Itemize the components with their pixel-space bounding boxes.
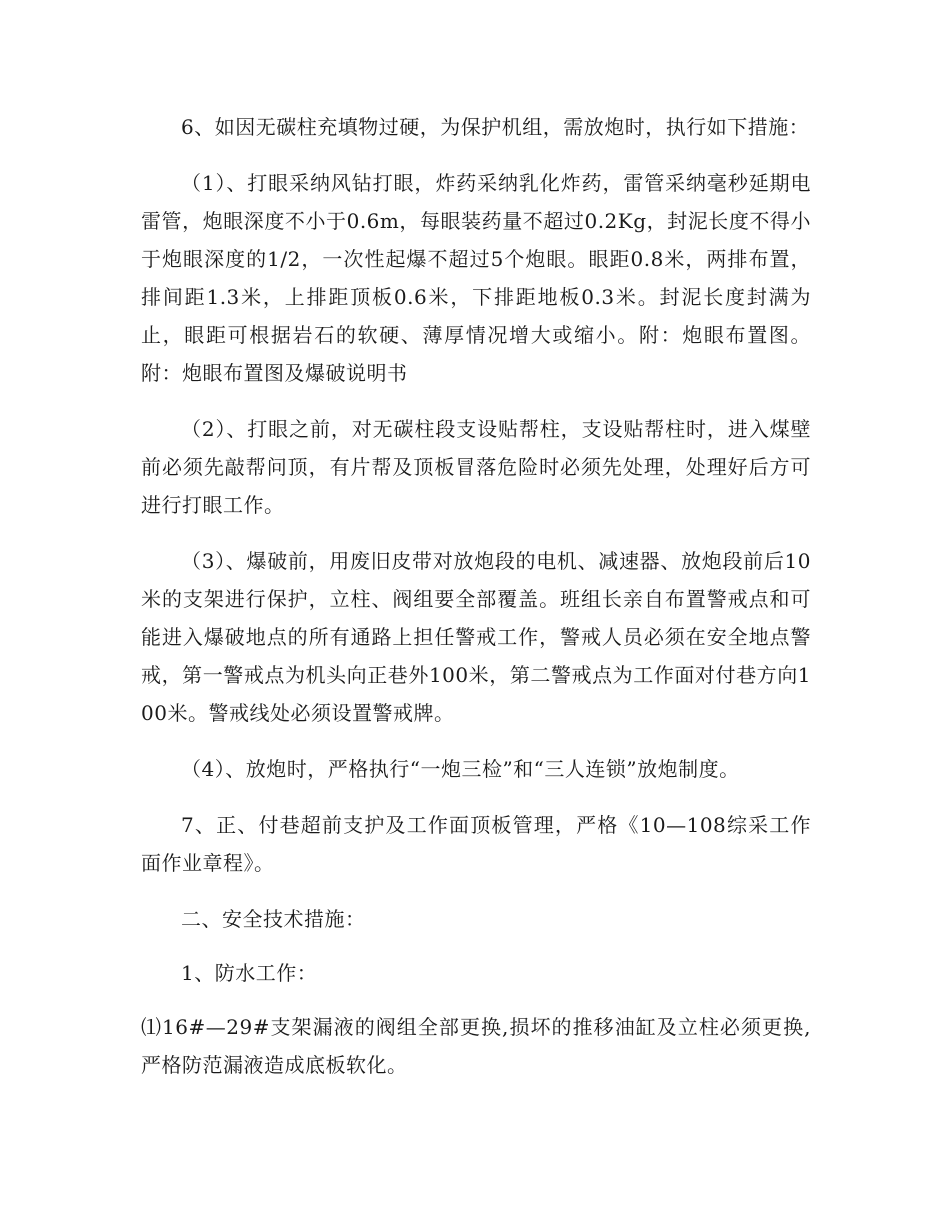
section-heading-safety-measures: 二、安全技术措施：: [181, 907, 366, 931]
paragraph-measure-6: 6、如因无碳柱充填物过硬，为保护机组，需放炮时，执行如下措施：: [181, 115, 810, 139]
paragraph-blasting-item-4: （4）、放炮时，严格执行“一炮三检”和“三人连锁”放炮制度。: [181, 757, 740, 781]
paragraph-waterproofing-heading: 1、防水工作：: [181, 961, 318, 985]
paragraph-blasting-item-1: （1）、打眼采纳风钻打眼，炸药采纳乳化炸药，雷管采纳毫秒延期电雷管，炮眼深度不小于0.6m，每眼装药量不超过0.2Kg，封泥长度不得小于炮眼深度的1/2，一次性起爆不超过5个炮眼。眼距0.8米，两排布置，排间距1.3米，上排距顶板0.6米，下排距地板0.3米。封泥长度封满为止，眼距可根据岩石的软硬、薄厚情况增大或缩小。附：炮眼布置图。附：炮眼布置图及爆破说明书: [141, 171, 811, 385]
paragraph-measure-7: 7、正、付巷超前支护及工作面顶板管理，严格《10—108综采工作面作业章程》。: [141, 813, 811, 875]
paragraph-waterproofing-item-1: ⑴16#—29#支架漏液的阀组全部更换,损坏的推移油缸及立柱必须更换,严格防范漏液造成底板软化。: [141, 1015, 811, 1077]
paragraph-blasting-item-2: （2）、打眼之前，对无碳柱段支设贴帮柱，支设贴帮柱时，进入煤壁前必须先敲帮问顶，有片帮及顶板冒落危险时必须先处理，处理好后方可进行打眼工作。: [141, 417, 811, 517]
paragraph-blasting-item-3: （3）、爆破前，用废旧皮带对放炮段的电机、减速器、放炮段前后10米的支架进行保护，立柱、阀组要全部覆盖。班组长亲自布置警戒点和可能进入爆破地点的所有通路上担任警戒工作，警戒人员必须在安全地点警戒，第一警戒点为机头向正巷外100米，第二警戒点为工作面对付巷方向100米。警戒线处必须设置警戒牌。: [141, 549, 811, 725]
document-body: [141, 108, 811, 1084]
